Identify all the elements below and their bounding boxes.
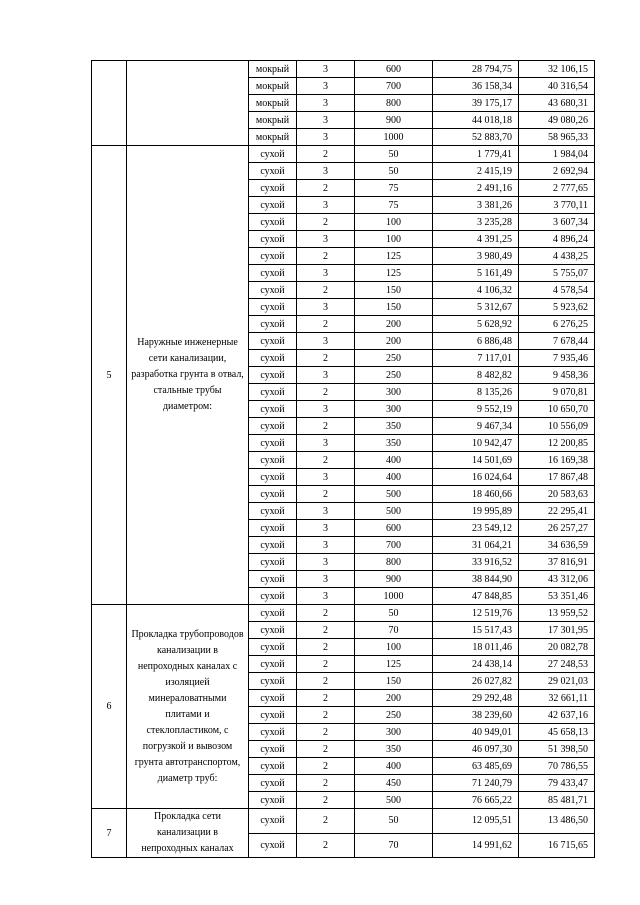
price-cell: 33 916,52 <box>433 554 519 571</box>
price-with-tax-cell: 79 433,47 <box>519 775 595 792</box>
price-cell: 18 011,46 <box>433 639 519 656</box>
price-with-tax-cell: 40 316,54 <box>519 78 595 95</box>
price-with-tax-cell: 3 607,34 <box>519 214 595 231</box>
price-cell: 3 381,26 <box>433 197 519 214</box>
price-cell: 36 158,34 <box>433 78 519 95</box>
soil-condition-cell: сухой <box>249 146 297 163</box>
diameter-cell: 350 <box>355 435 433 452</box>
diameter-cell: 900 <box>355 112 433 129</box>
price-with-tax-cell: 9 458,36 <box>519 367 595 384</box>
soil-group-cell: 2 <box>297 690 355 707</box>
price-cell: 52 883,70 <box>433 129 519 146</box>
diameter-cell: 70 <box>355 833 433 858</box>
diameter-cell: 1000 <box>355 129 433 146</box>
soil-group-cell: 2 <box>297 486 355 503</box>
soil-group-cell: 2 <box>297 248 355 265</box>
soil-condition-cell: мокрый <box>249 129 297 146</box>
soil-group-cell: 3 <box>297 503 355 520</box>
soil-condition-cell: сухой <box>249 469 297 486</box>
price-with-tax-cell: 6 276,25 <box>519 316 595 333</box>
price-with-tax-cell: 1 984,04 <box>519 146 595 163</box>
soil-condition-cell: сухой <box>249 367 297 384</box>
table-row <box>92 809 595 834</box>
soil-group-cell: 3 <box>297 469 355 486</box>
section-description <box>127 61 249 146</box>
section-description: Прокладка трубопроводов канализации в непроходных каналах с изоляцией минераловатными плитами и стеклопластиком, с погрузкой и вывозом грунта автотранспортом, диаметр труб: <box>127 605 249 809</box>
price-cell: 2 491,16 <box>433 180 519 197</box>
soil-condition-cell: сухой <box>249 673 297 690</box>
price-with-tax-cell: 20 583,63 <box>519 486 595 503</box>
price-with-tax-cell: 58 965,33 <box>519 129 595 146</box>
soil-condition-cell: сухой <box>249 690 297 707</box>
price-with-tax-cell: 7 678,44 <box>519 333 595 350</box>
soil-condition-cell: сухой <box>249 775 297 792</box>
section-number: 7 <box>92 809 127 858</box>
soil-condition-cell: сухой <box>249 833 297 858</box>
price-cell: 76 665,22 <box>433 792 519 809</box>
soil-group-cell: 2 <box>297 214 355 231</box>
soil-group-cell: 3 <box>297 588 355 605</box>
price-with-tax-cell: 53 351,46 <box>519 588 595 605</box>
price-with-tax-cell: 5 923,62 <box>519 299 595 316</box>
diameter-cell: 250 <box>355 350 433 367</box>
diameter-cell: 125 <box>355 265 433 282</box>
price-with-tax-cell: 20 082,78 <box>519 639 595 656</box>
soil-condition-cell: сухой <box>249 571 297 588</box>
price-cell: 47 848,85 <box>433 588 519 605</box>
soil-group-cell: 2 <box>297 809 355 834</box>
section-number: 5 <box>92 146 127 605</box>
price-cell: 9 467,34 <box>433 418 519 435</box>
diameter-cell: 150 <box>355 282 433 299</box>
soil-condition-cell: сухой <box>249 554 297 571</box>
soil-condition-cell: сухой <box>249 333 297 350</box>
price-cell: 12 519,76 <box>433 605 519 622</box>
price-table <box>91 60 595 858</box>
price-cell: 2 415,19 <box>433 163 519 180</box>
price-cell: 3 980,49 <box>433 248 519 265</box>
price-with-tax-cell: 4 896,24 <box>519 231 595 248</box>
diameter-cell: 450 <box>355 775 433 792</box>
price-cell: 8 135,26 <box>433 384 519 401</box>
table-row <box>92 61 595 78</box>
price-cell: 24 438,14 <box>433 656 519 673</box>
soil-condition-cell: сухой <box>249 265 297 282</box>
soil-group-cell: 2 <box>297 741 355 758</box>
diameter-cell: 100 <box>355 639 433 656</box>
price-cell: 38 239,60 <box>433 707 519 724</box>
price-cell: 71 240,79 <box>433 775 519 792</box>
diameter-cell: 150 <box>355 673 433 690</box>
diameter-cell: 500 <box>355 503 433 520</box>
diameter-cell: 400 <box>355 758 433 775</box>
section-number <box>92 61 127 146</box>
price-cell: 6 886,48 <box>433 333 519 350</box>
price-with-tax-cell: 13 959,52 <box>519 605 595 622</box>
soil-condition-cell: сухой <box>249 809 297 834</box>
price-with-tax-cell: 49 080,26 <box>519 112 595 129</box>
price-cell: 4 106,32 <box>433 282 519 299</box>
soil-group-cell: 2 <box>297 707 355 724</box>
soil-condition-cell: сухой <box>249 197 297 214</box>
price-cell: 38 844,90 <box>433 571 519 588</box>
price-cell: 14 991,62 <box>433 833 519 858</box>
diameter-cell: 100 <box>355 231 433 248</box>
price-with-tax-cell: 10 650,70 <box>519 401 595 418</box>
price-with-tax-cell: 16 169,38 <box>519 452 595 469</box>
soil-group-cell: 3 <box>297 554 355 571</box>
soil-group-cell: 3 <box>297 537 355 554</box>
diameter-cell: 600 <box>355 61 433 78</box>
soil-condition-cell: мокрый <box>249 78 297 95</box>
price-with-tax-cell: 4 578,54 <box>519 282 595 299</box>
price-with-tax-cell: 42 637,16 <box>519 707 595 724</box>
soil-condition-cell: сухой <box>249 418 297 435</box>
price-with-tax-cell: 45 658,13 <box>519 724 595 741</box>
price-with-tax-cell: 43 312,06 <box>519 571 595 588</box>
diameter-cell: 75 <box>355 197 433 214</box>
price-with-tax-cell: 2 692,94 <box>519 163 595 180</box>
diameter-cell: 125 <box>355 248 433 265</box>
price-with-tax-cell: 32 661,11 <box>519 690 595 707</box>
price-with-tax-cell: 22 295,41 <box>519 503 595 520</box>
price-with-tax-cell: 3 770,11 <box>519 197 595 214</box>
diameter-cell: 350 <box>355 418 433 435</box>
soil-group-cell: 2 <box>297 282 355 299</box>
price-with-tax-cell: 5 755,07 <box>519 265 595 282</box>
diameter-cell: 100 <box>355 214 433 231</box>
price-with-tax-cell: 70 786,55 <box>519 758 595 775</box>
table-body <box>92 61 595 858</box>
diameter-cell: 50 <box>355 809 433 834</box>
price-cell: 31 064,21 <box>433 537 519 554</box>
soil-group-cell: 2 <box>297 775 355 792</box>
price-with-tax-cell: 16 715,65 <box>519 833 595 858</box>
diameter-cell: 500 <box>355 792 433 809</box>
price-with-tax-cell: 10 556,09 <box>519 418 595 435</box>
diameter-cell: 125 <box>355 656 433 673</box>
soil-condition-cell: сухой <box>249 248 297 265</box>
diameter-cell: 50 <box>355 163 433 180</box>
soil-group-cell: 2 <box>297 639 355 656</box>
soil-group-cell: 2 <box>297 833 355 858</box>
price-cell: 40 949,01 <box>433 724 519 741</box>
soil-group-cell: 3 <box>297 231 355 248</box>
diameter-cell: 300 <box>355 401 433 418</box>
soil-group-cell: 2 <box>297 656 355 673</box>
section-description: Прокладка сети канализации в непроходных каналах <box>127 809 249 858</box>
soil-condition-cell: сухой <box>249 741 297 758</box>
diameter-cell: 800 <box>355 95 433 112</box>
soil-group-cell: 2 <box>297 384 355 401</box>
diameter-cell: 600 <box>355 520 433 537</box>
diameter-cell: 200 <box>355 333 433 350</box>
soil-condition-cell: сухой <box>249 214 297 231</box>
soil-condition-cell: сухой <box>249 163 297 180</box>
soil-group-cell: 3 <box>297 265 355 282</box>
price-with-tax-cell: 26 257,27 <box>519 520 595 537</box>
soil-group-cell: 2 <box>297 673 355 690</box>
price-with-tax-cell: 4 438,25 <box>519 248 595 265</box>
soil-group-cell: 2 <box>297 146 355 163</box>
soil-condition-cell: сухой <box>249 503 297 520</box>
diameter-cell: 700 <box>355 78 433 95</box>
price-cell: 26 027,82 <box>433 673 519 690</box>
soil-group-cell: 3 <box>297 78 355 95</box>
price-cell: 7 117,01 <box>433 350 519 367</box>
price-with-tax-cell: 34 636,59 <box>519 537 595 554</box>
price-with-tax-cell: 85 481,71 <box>519 792 595 809</box>
soil-group-cell: 3 <box>297 61 355 78</box>
soil-condition-cell: сухой <box>249 231 297 248</box>
price-cell: 28 794,75 <box>433 61 519 78</box>
section-number: 6 <box>92 605 127 809</box>
soil-group-cell: 3 <box>297 333 355 350</box>
soil-condition-cell: сухой <box>249 656 297 673</box>
diameter-cell: 300 <box>355 724 433 741</box>
soil-condition-cell: сухой <box>249 350 297 367</box>
soil-condition-cell: сухой <box>249 299 297 316</box>
price-cell: 9 552,19 <box>433 401 519 418</box>
diameter-cell: 75 <box>355 180 433 197</box>
soil-condition-cell: сухой <box>249 452 297 469</box>
diameter-cell: 500 <box>355 486 433 503</box>
soil-condition-cell: сухой <box>249 792 297 809</box>
price-cell: 5 161,49 <box>433 265 519 282</box>
diameter-cell: 250 <box>355 707 433 724</box>
price-cell: 5 628,92 <box>433 316 519 333</box>
soil-condition-cell: сухой <box>249 622 297 639</box>
soil-condition-cell: сухой <box>249 537 297 554</box>
diameter-cell: 70 <box>355 622 433 639</box>
soil-group-cell: 3 <box>297 520 355 537</box>
price-with-tax-cell: 2 777,65 <box>519 180 595 197</box>
price-with-tax-cell: 27 248,53 <box>519 656 595 673</box>
soil-group-cell: 3 <box>297 435 355 452</box>
diameter-cell: 400 <box>355 452 433 469</box>
price-cell: 23 549,12 <box>433 520 519 537</box>
table-row <box>92 605 595 622</box>
diameter-cell: 800 <box>355 554 433 571</box>
price-cell: 19 995,89 <box>433 503 519 520</box>
price-cell: 63 485,69 <box>433 758 519 775</box>
price-with-tax-cell: 37 816,91 <box>519 554 595 571</box>
soil-group-cell: 3 <box>297 112 355 129</box>
soil-condition-cell: мокрый <box>249 112 297 129</box>
soil-condition-cell: сухой <box>249 520 297 537</box>
price-with-tax-cell: 12 200,85 <box>519 435 595 452</box>
soil-group-cell: 2 <box>297 418 355 435</box>
soil-condition-cell: сухой <box>249 435 297 452</box>
soil-condition-cell: сухой <box>249 282 297 299</box>
diameter-cell: 300 <box>355 384 433 401</box>
diameter-cell: 400 <box>355 469 433 486</box>
soil-condition-cell: сухой <box>249 180 297 197</box>
price-with-tax-cell: 7 935,46 <box>519 350 595 367</box>
soil-group-cell: 3 <box>297 129 355 146</box>
soil-condition-cell: сухой <box>249 401 297 418</box>
price-cell: 29 292,48 <box>433 690 519 707</box>
soil-group-cell: 2 <box>297 452 355 469</box>
soil-group-cell: 3 <box>297 163 355 180</box>
soil-condition-cell: сухой <box>249 758 297 775</box>
price-with-tax-cell: 17 301,95 <box>519 622 595 639</box>
diameter-cell: 900 <box>355 571 433 588</box>
price-with-tax-cell: 51 398,50 <box>519 741 595 758</box>
price-with-tax-cell: 43 680,31 <box>519 95 595 112</box>
price-cell: 15 517,43 <box>433 622 519 639</box>
diameter-cell: 350 <box>355 741 433 758</box>
soil-group-cell: 2 <box>297 758 355 775</box>
soil-group-cell: 2 <box>297 724 355 741</box>
price-cell: 39 175,17 <box>433 95 519 112</box>
diameter-cell: 150 <box>355 299 433 316</box>
price-with-tax-cell: 17 867,48 <box>519 469 595 486</box>
price-cell: 14 501,69 <box>433 452 519 469</box>
soil-group-cell: 2 <box>297 180 355 197</box>
price-with-tax-cell: 13 486,50 <box>519 809 595 834</box>
soil-condition-cell: сухой <box>249 605 297 622</box>
price-cell: 4 391,25 <box>433 231 519 248</box>
price-cell: 44 018,18 <box>433 112 519 129</box>
section-description: Наружные инженерные сети канализации, разработка грунта в отвал, стальные трубы диаметром: <box>127 146 249 605</box>
price-cell: 3 235,28 <box>433 214 519 231</box>
soil-condition-cell: сухой <box>249 724 297 741</box>
diameter-cell: 50 <box>355 605 433 622</box>
soil-group-cell: 3 <box>297 197 355 214</box>
price-with-tax-cell: 32 106,15 <box>519 61 595 78</box>
diameter-cell: 200 <box>355 316 433 333</box>
price-cell: 1 779,41 <box>433 146 519 163</box>
soil-group-cell: 2 <box>297 350 355 367</box>
soil-condition-cell: мокрый <box>249 61 297 78</box>
soil-group-cell: 3 <box>297 571 355 588</box>
soil-group-cell: 3 <box>297 95 355 112</box>
soil-group-cell: 3 <box>297 299 355 316</box>
diameter-cell: 50 <box>355 146 433 163</box>
diameter-cell: 250 <box>355 367 433 384</box>
soil-condition-cell: сухой <box>249 486 297 503</box>
diameter-cell: 700 <box>355 537 433 554</box>
soil-group-cell: 3 <box>297 401 355 418</box>
soil-condition-cell: мокрый <box>249 95 297 112</box>
soil-condition-cell: сухой <box>249 588 297 605</box>
soil-condition-cell: сухой <box>249 707 297 724</box>
soil-group-cell: 3 <box>297 367 355 384</box>
table-row <box>92 146 595 163</box>
soil-group-cell: 2 <box>297 792 355 809</box>
price-cell: 10 942,47 <box>433 435 519 452</box>
price-cell: 18 460,66 <box>433 486 519 503</box>
price-cell: 12 095,51 <box>433 809 519 834</box>
soil-group-cell: 2 <box>297 605 355 622</box>
diameter-cell: 1000 <box>355 588 433 605</box>
price-cell: 8 482,82 <box>433 367 519 384</box>
soil-group-cell: 2 <box>297 316 355 333</box>
price-cell: 16 024,64 <box>433 469 519 486</box>
soil-condition-cell: сухой <box>249 639 297 656</box>
soil-group-cell: 2 <box>297 622 355 639</box>
price-with-tax-cell: 29 021,03 <box>519 673 595 690</box>
soil-condition-cell: сухой <box>249 316 297 333</box>
soil-condition-cell: сухой <box>249 384 297 401</box>
price-with-tax-cell: 9 070,81 <box>519 384 595 401</box>
price-cell: 46 097,30 <box>433 741 519 758</box>
price-cell: 5 312,67 <box>433 299 519 316</box>
diameter-cell: 200 <box>355 690 433 707</box>
